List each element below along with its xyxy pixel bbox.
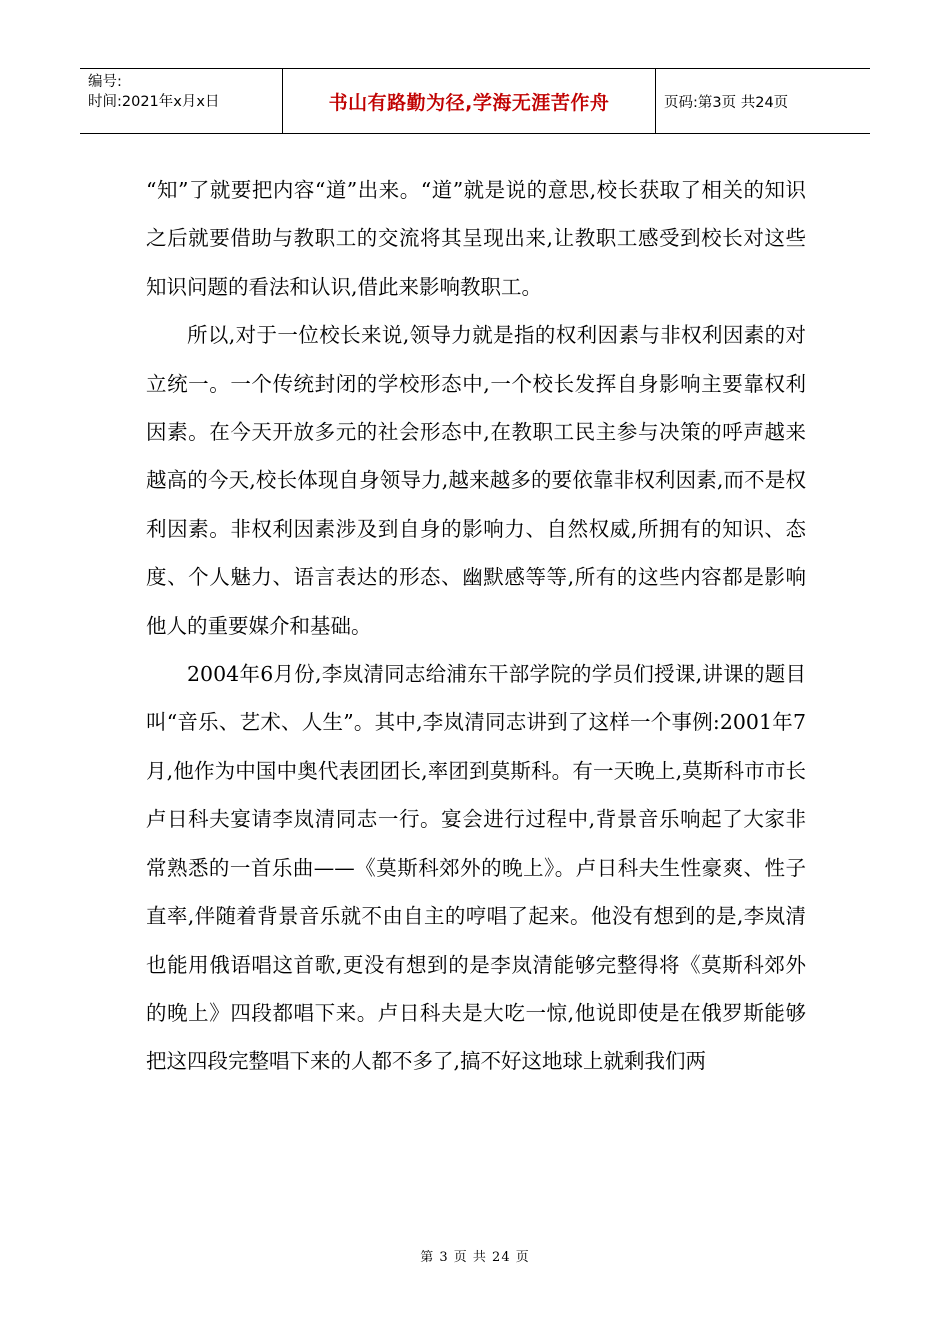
document-body — [146, 166, 806, 1086]
document-date: 时间:2021年x月x日 — [88, 94, 220, 110]
page-footer: 第 3 页 共 24 页 — [420, 1250, 530, 1265]
page-header — [80, 68, 870, 134]
paragraph-3: 2004年6月份,李岚清同志给浦东干部学院的学员们授课,讲课的题目叫“音乐、艺术、人生”。其中,李岚清同志讲到了这样一个事例:2001年7月,他作为中国中奥代表团团长,率团到莫斯科。有一天晚上,莫斯科市市长卢日科夫宴请李岚清同志一行。宴会进行过程中,背景音乐响起了大家非常熟悉的一首乐曲——《莫斯科郊外的晚上》。卢日科夫生性豪爽、性子直率,伴随着背景音乐就不由自主的哼唱了起来。他没有想到的是,李岚清也能用俄语唱这首歌,更没有想到的是李岚清能够完整得将《莫斯科郊外的晚上》四段都唱下来。卢日科夫是大吃一惊,他说即使是在俄罗斯能够把这四段完整唱下来的人都不多了,搞不好这地球上就剩我们两 — [146, 662, 806, 1074]
header-meta — [80, 69, 283, 133]
paragraph-1: “知”了就要把内容“道”出来。“道”就是说的意思,校长获取了相关的知识之后就要借助与教职工的交流将其呈现出来,让教职工感受到校长对这些知识问题的看法和认识,借此来影响教职工。 — [146, 178, 806, 299]
header-motto: 书山有路勤为径,学海无涯苦作舟 — [283, 69, 656, 133]
document-number-label: 编号: — [88, 74, 122, 90]
paragraph-2: 所以,对于一位校长来说,领导力就是指的权利因素与非权利因素的对立统一。一个传统封闭的学校形态中,一个校长发挥自身影响主要靠权利因素。在今天开放多元的社会形态中,在教职工民主参与决策的呼声越来越高的今天,校长体现自身领导力,越来越多的要依靠非权利因素,而不是权利因素。非权利因素涉及到自身的影响力、自然权威,所拥有的知识、态度、个人魅力、语言表达的形态、幽默感等等,所有的这些内容都是影响他人的重要媒介和基础。 — [146, 323, 806, 638]
header-page-info: 页码:第3页 共24页 — [664, 94, 789, 111]
